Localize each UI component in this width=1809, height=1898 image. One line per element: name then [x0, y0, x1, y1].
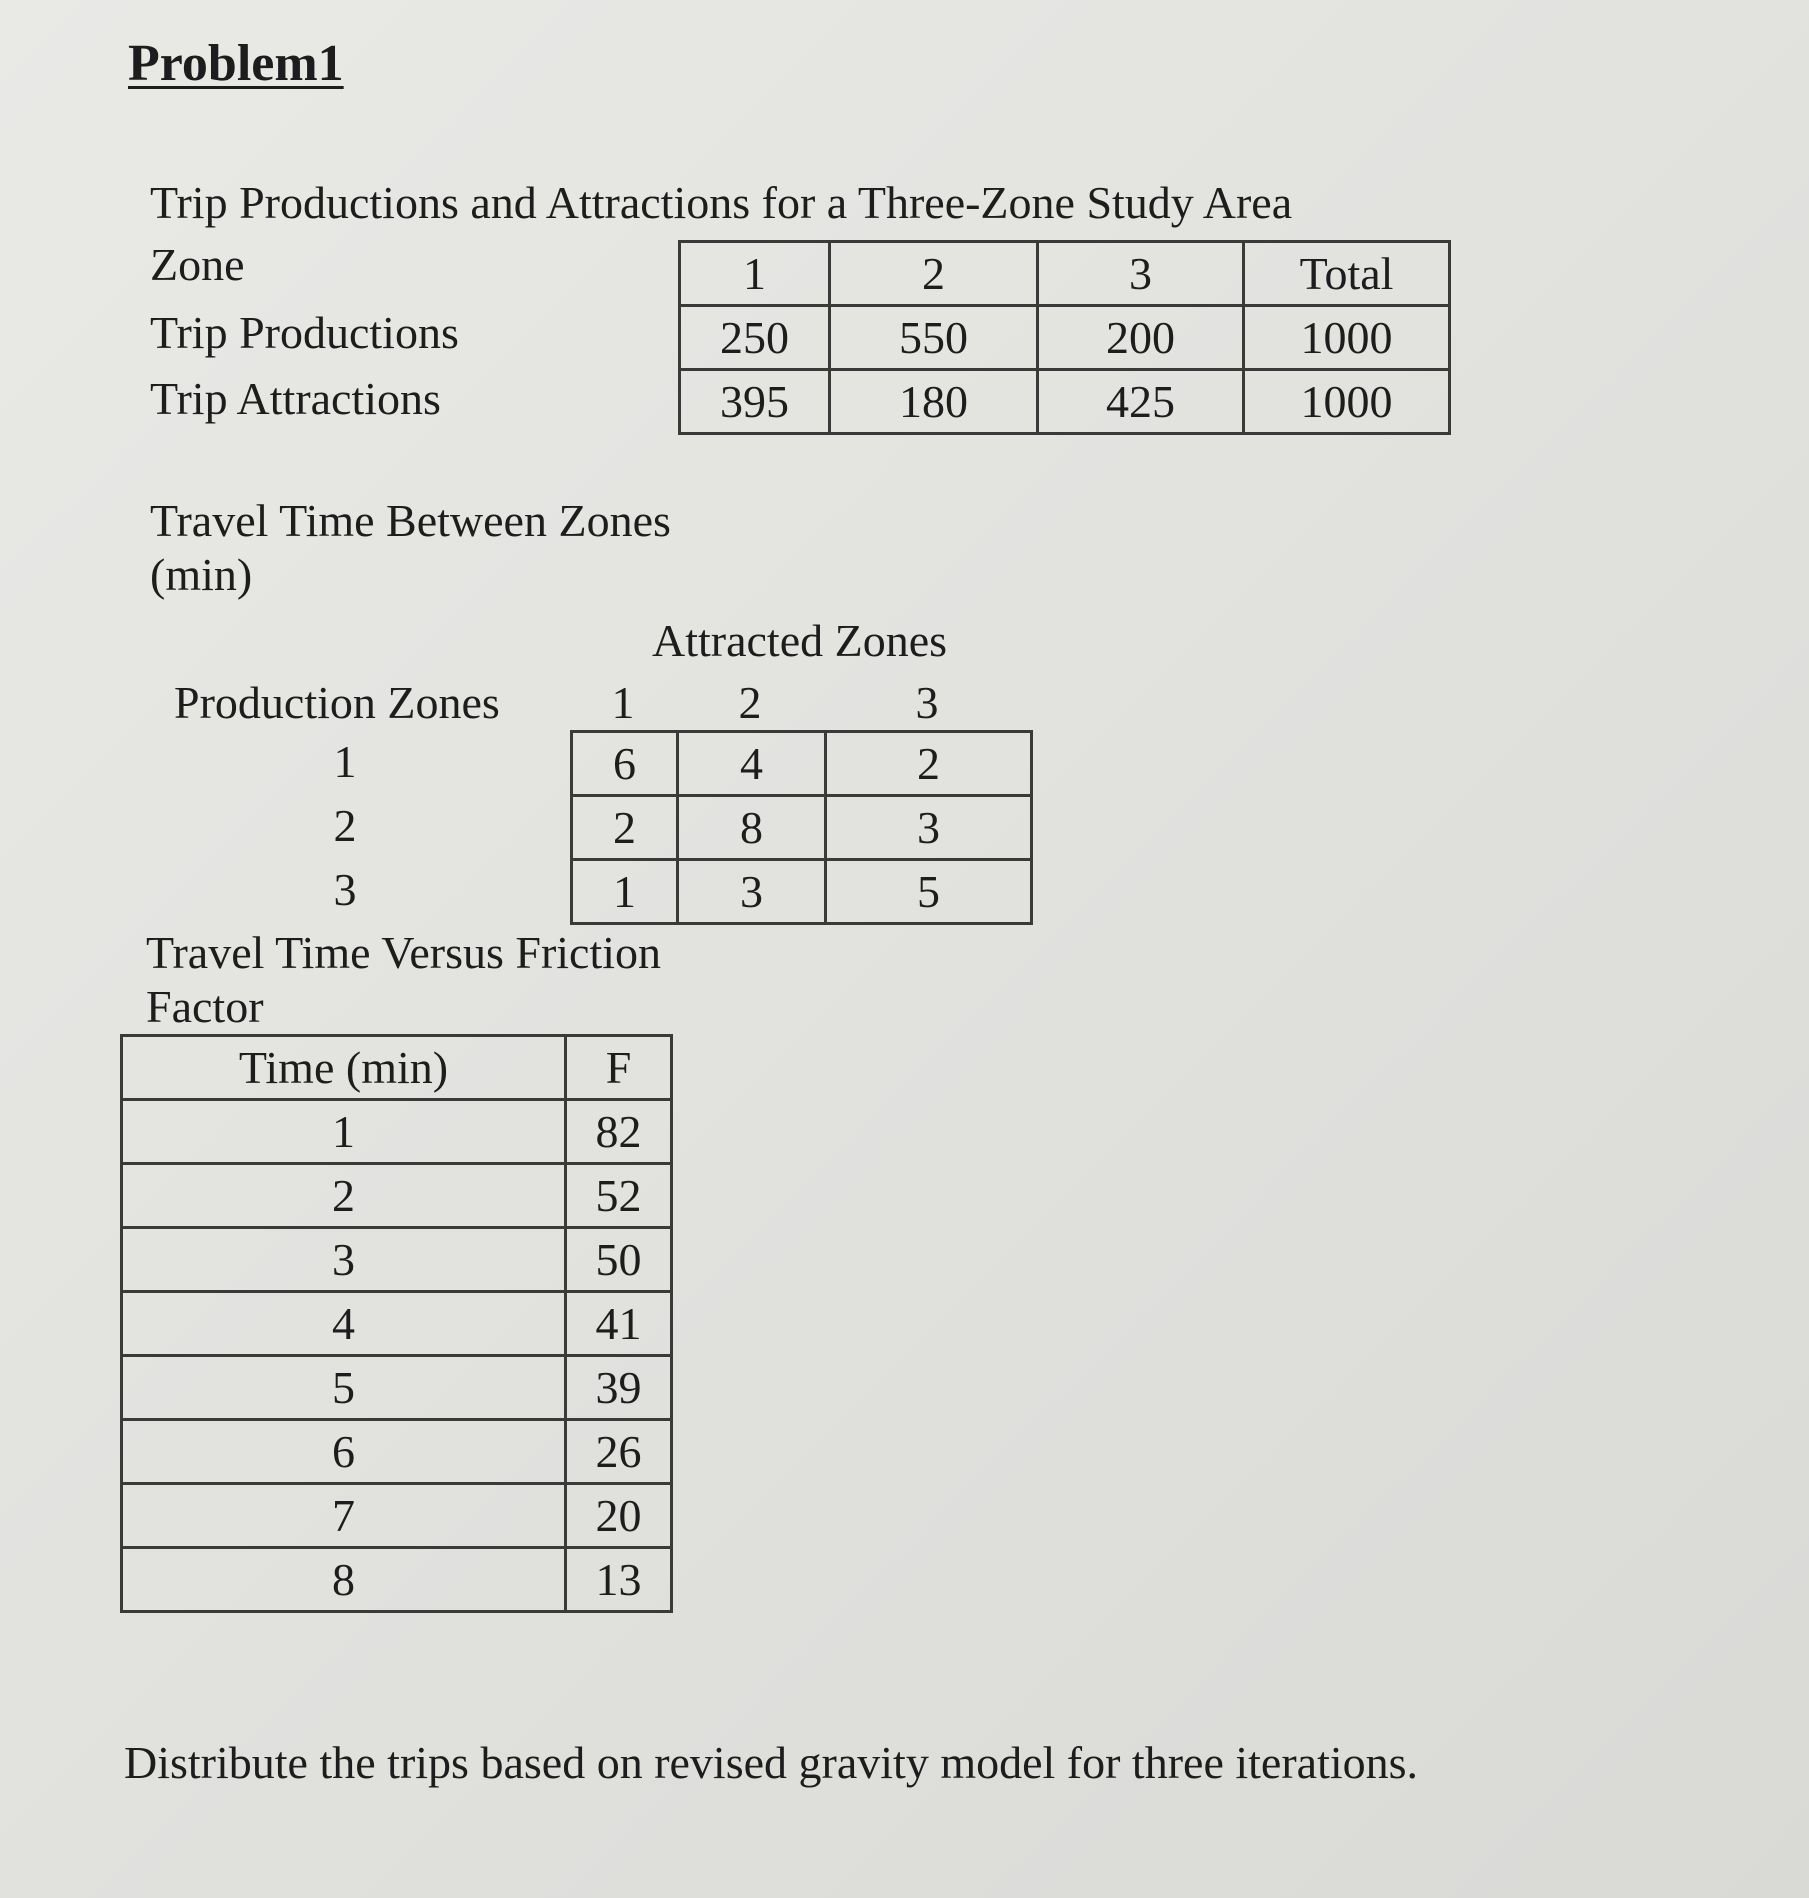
production-zone-1: 1	[333, 736, 357, 787]
table-cell: 1000	[1244, 306, 1450, 370]
attracted-zone-1: 1	[611, 677, 635, 728]
table-row	[572, 860, 1032, 924]
table-cell: 39	[566, 1356, 672, 1420]
table-cell: 395	[680, 370, 830, 434]
attracted-zone-2: 2	[738, 677, 762, 728]
travel-time-heading: Travel Time Between Zones	[150, 495, 671, 546]
production-zone-2: 2	[333, 800, 357, 851]
table-row	[572, 796, 1032, 860]
productions-row	[680, 306, 1450, 370]
trip-table-header-row	[680, 242, 1450, 306]
table-row	[122, 1228, 672, 1292]
table-cell: 250	[680, 306, 830, 370]
table-cell: 41	[566, 1292, 672, 1356]
table-cell: 425	[1038, 370, 1244, 434]
table-row	[122, 1420, 672, 1484]
friction-heading: Travel Time Versus Friction	[146, 927, 662, 978]
table-cell: 200	[1038, 306, 1244, 370]
table-cell: 4	[678, 732, 826, 796]
table-cell: 5	[826, 860, 1032, 924]
zone-2-header: 2	[830, 242, 1038, 306]
table-cell: 6	[122, 1420, 566, 1484]
attractions-row	[680, 370, 1450, 434]
zone-1-header: 1	[680, 242, 830, 306]
table-row	[122, 1100, 672, 1164]
table-cell: 180	[830, 370, 1038, 434]
production-zone-labels	[300, 730, 390, 922]
trip-table	[678, 240, 1451, 435]
production-zones-label: Production Zones	[174, 677, 500, 728]
table-row	[122, 1484, 672, 1548]
table-cell: 4	[122, 1292, 566, 1356]
table-cell: 2	[826, 732, 1032, 796]
zone-3-header: 3	[1038, 242, 1244, 306]
table-row	[122, 1548, 672, 1612]
travel-time-table	[570, 730, 1033, 925]
table-cell: 1000	[1244, 370, 1450, 434]
table-cell: 2	[572, 796, 678, 860]
table-row	[572, 732, 1032, 796]
table-cell: 3	[826, 796, 1032, 860]
friction-heading-line2: Factor	[146, 981, 264, 1032]
table-row	[122, 1356, 672, 1420]
friction-header-row	[122, 1036, 672, 1100]
travel-time-unit: (min)	[150, 549, 253, 600]
table-cell: 8	[678, 796, 826, 860]
attracted-zone-header-row	[570, 677, 1030, 728]
table-cell: 7	[122, 1484, 566, 1548]
table-cell: 3	[122, 1228, 566, 1292]
trip-table-heading: Trip Productions and Attractions for a Three-Zone Study Area	[150, 177, 1293, 228]
instruction-text: Distribute the trips based on revised gravity model for three iterations.	[124, 1737, 1419, 1788]
f-header: F	[566, 1036, 672, 1100]
table-cell: 13	[566, 1548, 672, 1612]
table-cell: 26	[566, 1420, 672, 1484]
table-cell: 1	[122, 1100, 566, 1164]
trip-productions-label: Trip Productions	[150, 307, 459, 358]
total-header: Total	[1244, 242, 1450, 306]
attracted-zone-3: 3	[915, 677, 939, 728]
attracted-zones-label: Attracted Zones	[652, 615, 948, 666]
table-cell: 6	[572, 732, 678, 796]
table-cell: 50	[566, 1228, 672, 1292]
zone-label: Zone	[150, 239, 245, 290]
table-cell: 550	[830, 306, 1038, 370]
table-cell: 8	[122, 1548, 566, 1612]
table-cell: 20	[566, 1484, 672, 1548]
problem-title: Problem1	[128, 35, 344, 92]
table-cell: 5	[122, 1356, 566, 1420]
trip-attractions-label: Trip Attractions	[150, 373, 441, 424]
table-cell: 52	[566, 1164, 672, 1228]
table-cell: 3	[678, 860, 826, 924]
production-zone-3: 3	[333, 864, 357, 915]
table-cell: 82	[566, 1100, 672, 1164]
table-cell: 2	[122, 1164, 566, 1228]
table-cell: 1	[572, 860, 678, 924]
table-row	[122, 1292, 672, 1356]
table-row	[122, 1164, 672, 1228]
friction-factor-table	[120, 1034, 673, 1613]
time-header: Time (min)	[122, 1036, 566, 1100]
